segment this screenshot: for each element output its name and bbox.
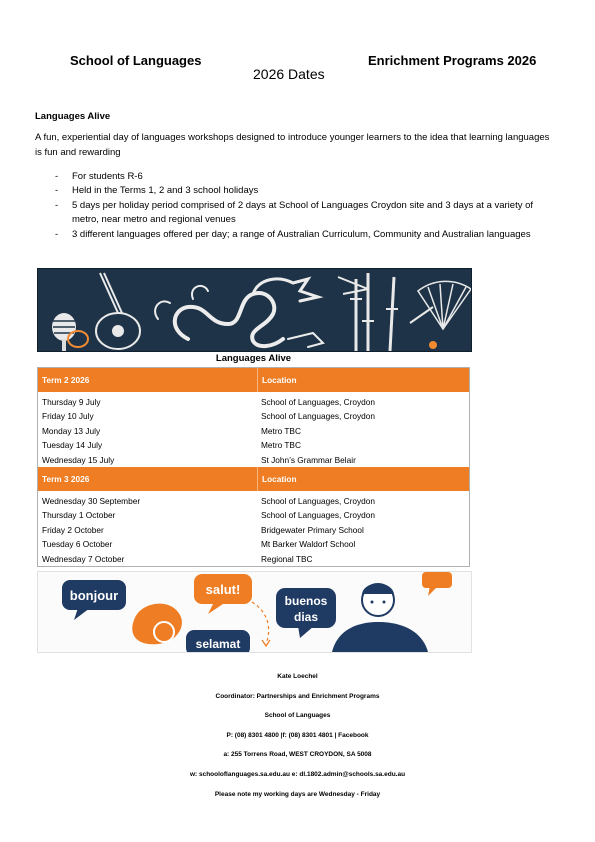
term2-header-row: [38, 368, 469, 392]
contact-phone: P: (08) 8301 4800 |f: (08) 8301 4801 | Facebook: [226, 731, 369, 739]
section-title: Languages Alive: [35, 111, 111, 122]
table-row: [38, 537, 469, 551]
date-cell: Wednesday 7 October: [42, 553, 125, 564]
dragon-icon: [155, 279, 323, 347]
list-item: - 5 days per holiday period comprised of 2 days at School of Languages Croydon site and 3 days at a variety of metro, near metro and regional venues: [35, 199, 560, 228]
speech-bubble-icon: [186, 630, 250, 652]
contact-organisation: School of Languages: [264, 712, 331, 720]
speech-bubble-icon: [422, 572, 452, 596]
term3-header-row: [38, 467, 469, 491]
table-row: [38, 395, 469, 409]
date-cell: Tuesday 14 July: [42, 440, 103, 451]
cultural-illustration-banner: [37, 268, 472, 352]
location-cell: Regional TBC: [261, 553, 313, 564]
bubble-text-dias: dias: [293, 610, 319, 624]
speech-bubble-icon: [194, 574, 252, 614]
location-cell: School of Languages, Croydon: [261, 495, 375, 506]
bamboo-icon: [338, 273, 398, 351]
table-row: [38, 453, 469, 467]
table-row: [38, 508, 469, 522]
person-figure-icon: [332, 584, 428, 653]
location-cell: Bridgewater Primary School: [261, 524, 364, 535]
date-cell: Thursday 9 July: [42, 397, 101, 407]
date-cell: Wednesday 15 July: [42, 454, 115, 465]
location-cell: St John’s Grammar Belair: [261, 454, 356, 465]
header-school-name: School of Languages: [70, 53, 202, 68]
greetings-banner: [37, 571, 472, 653]
location-cell: Mt Barker Waldorf School: [261, 539, 356, 550]
date-cell: Friday 2 October: [42, 524, 104, 535]
contact-name: Kate Loechel: [277, 673, 318, 680]
contact-note: Please note my working days are Wednesday - Friday: [214, 790, 381, 798]
program-details-list: [35, 170, 560, 242]
table-row: [38, 409, 469, 423]
list-item: - 3 different languages offered per day; a range of Australian Curriculum, Community and Australian languages: [35, 228, 560, 242]
list-item: - Held in the Terms 1, 2 and 3 school holidays: [35, 184, 560, 198]
term2-header: Term 2 2026: [38, 368, 258, 392]
location-cell: Metro TBC: [261, 440, 301, 451]
dates-table: [37, 367, 470, 567]
table-caption: Languages Alive: [215, 353, 292, 364]
contact-block: [0, 667, 595, 804]
date-cell: Thursday 1 October: [42, 510, 116, 521]
bubble-text-buenos: buenos: [284, 594, 328, 608]
header-program-title: Enrichment Programs 2026: [368, 53, 537, 68]
list-item: - For students R-6: [35, 170, 560, 184]
date-cell: Monday 13 July: [42, 425, 101, 436]
contact-role: Coordinator: Partnerships and Enrichment Programs: [215, 692, 380, 700]
table-row: [38, 494, 469, 508]
bubble-text-selamat: selamat: [195, 637, 241, 651]
table-row: [38, 424, 469, 438]
date-cell: Tuesday 6 October: [42, 539, 113, 550]
location-header: Location: [262, 375, 297, 385]
location-cell: School of Languages, Croydon: [261, 397, 375, 407]
date-cell: Friday 10 July: [42, 411, 94, 422]
guitar-icon: [68, 273, 140, 349]
intro-paragraph: A fun, experiential day of languages workshops designed to introduce younger learners to the idea that learning languages is fun and rewarding: [35, 132, 550, 158]
table-row: [38, 552, 469, 566]
speech-bubble-icon: [62, 580, 126, 620]
term3-header: Term 3 2026: [38, 467, 258, 491]
location-cell: School of Languages, Croydon: [261, 411, 375, 422]
bubble-text-salut: salut!: [205, 582, 241, 597]
location-header: Location: [262, 473, 297, 484]
bubble-text-bonjour: bonjour: [69, 588, 119, 603]
date-cell: Wednesday 30 September: [42, 495, 141, 506]
speech-bubble-icon: [276, 588, 336, 638]
header-dates-title: 2026 Dates: [253, 66, 325, 82]
location-cell: School of Languages, Croydon: [261, 510, 375, 521]
table-row: [38, 523, 469, 537]
contact-web-email: w: schooloflanguages.sa.edu.au e: dl.1802.admin@schools.sa.edu.au: [189, 770, 406, 778]
table-row: [38, 438, 469, 452]
fan-icon: [410, 281, 471, 329]
contact-address: a: 255 Torrens Road, WEST CROYDON, SA 5008: [223, 751, 372, 759]
location-cell: Metro TBC: [261, 425, 301, 436]
